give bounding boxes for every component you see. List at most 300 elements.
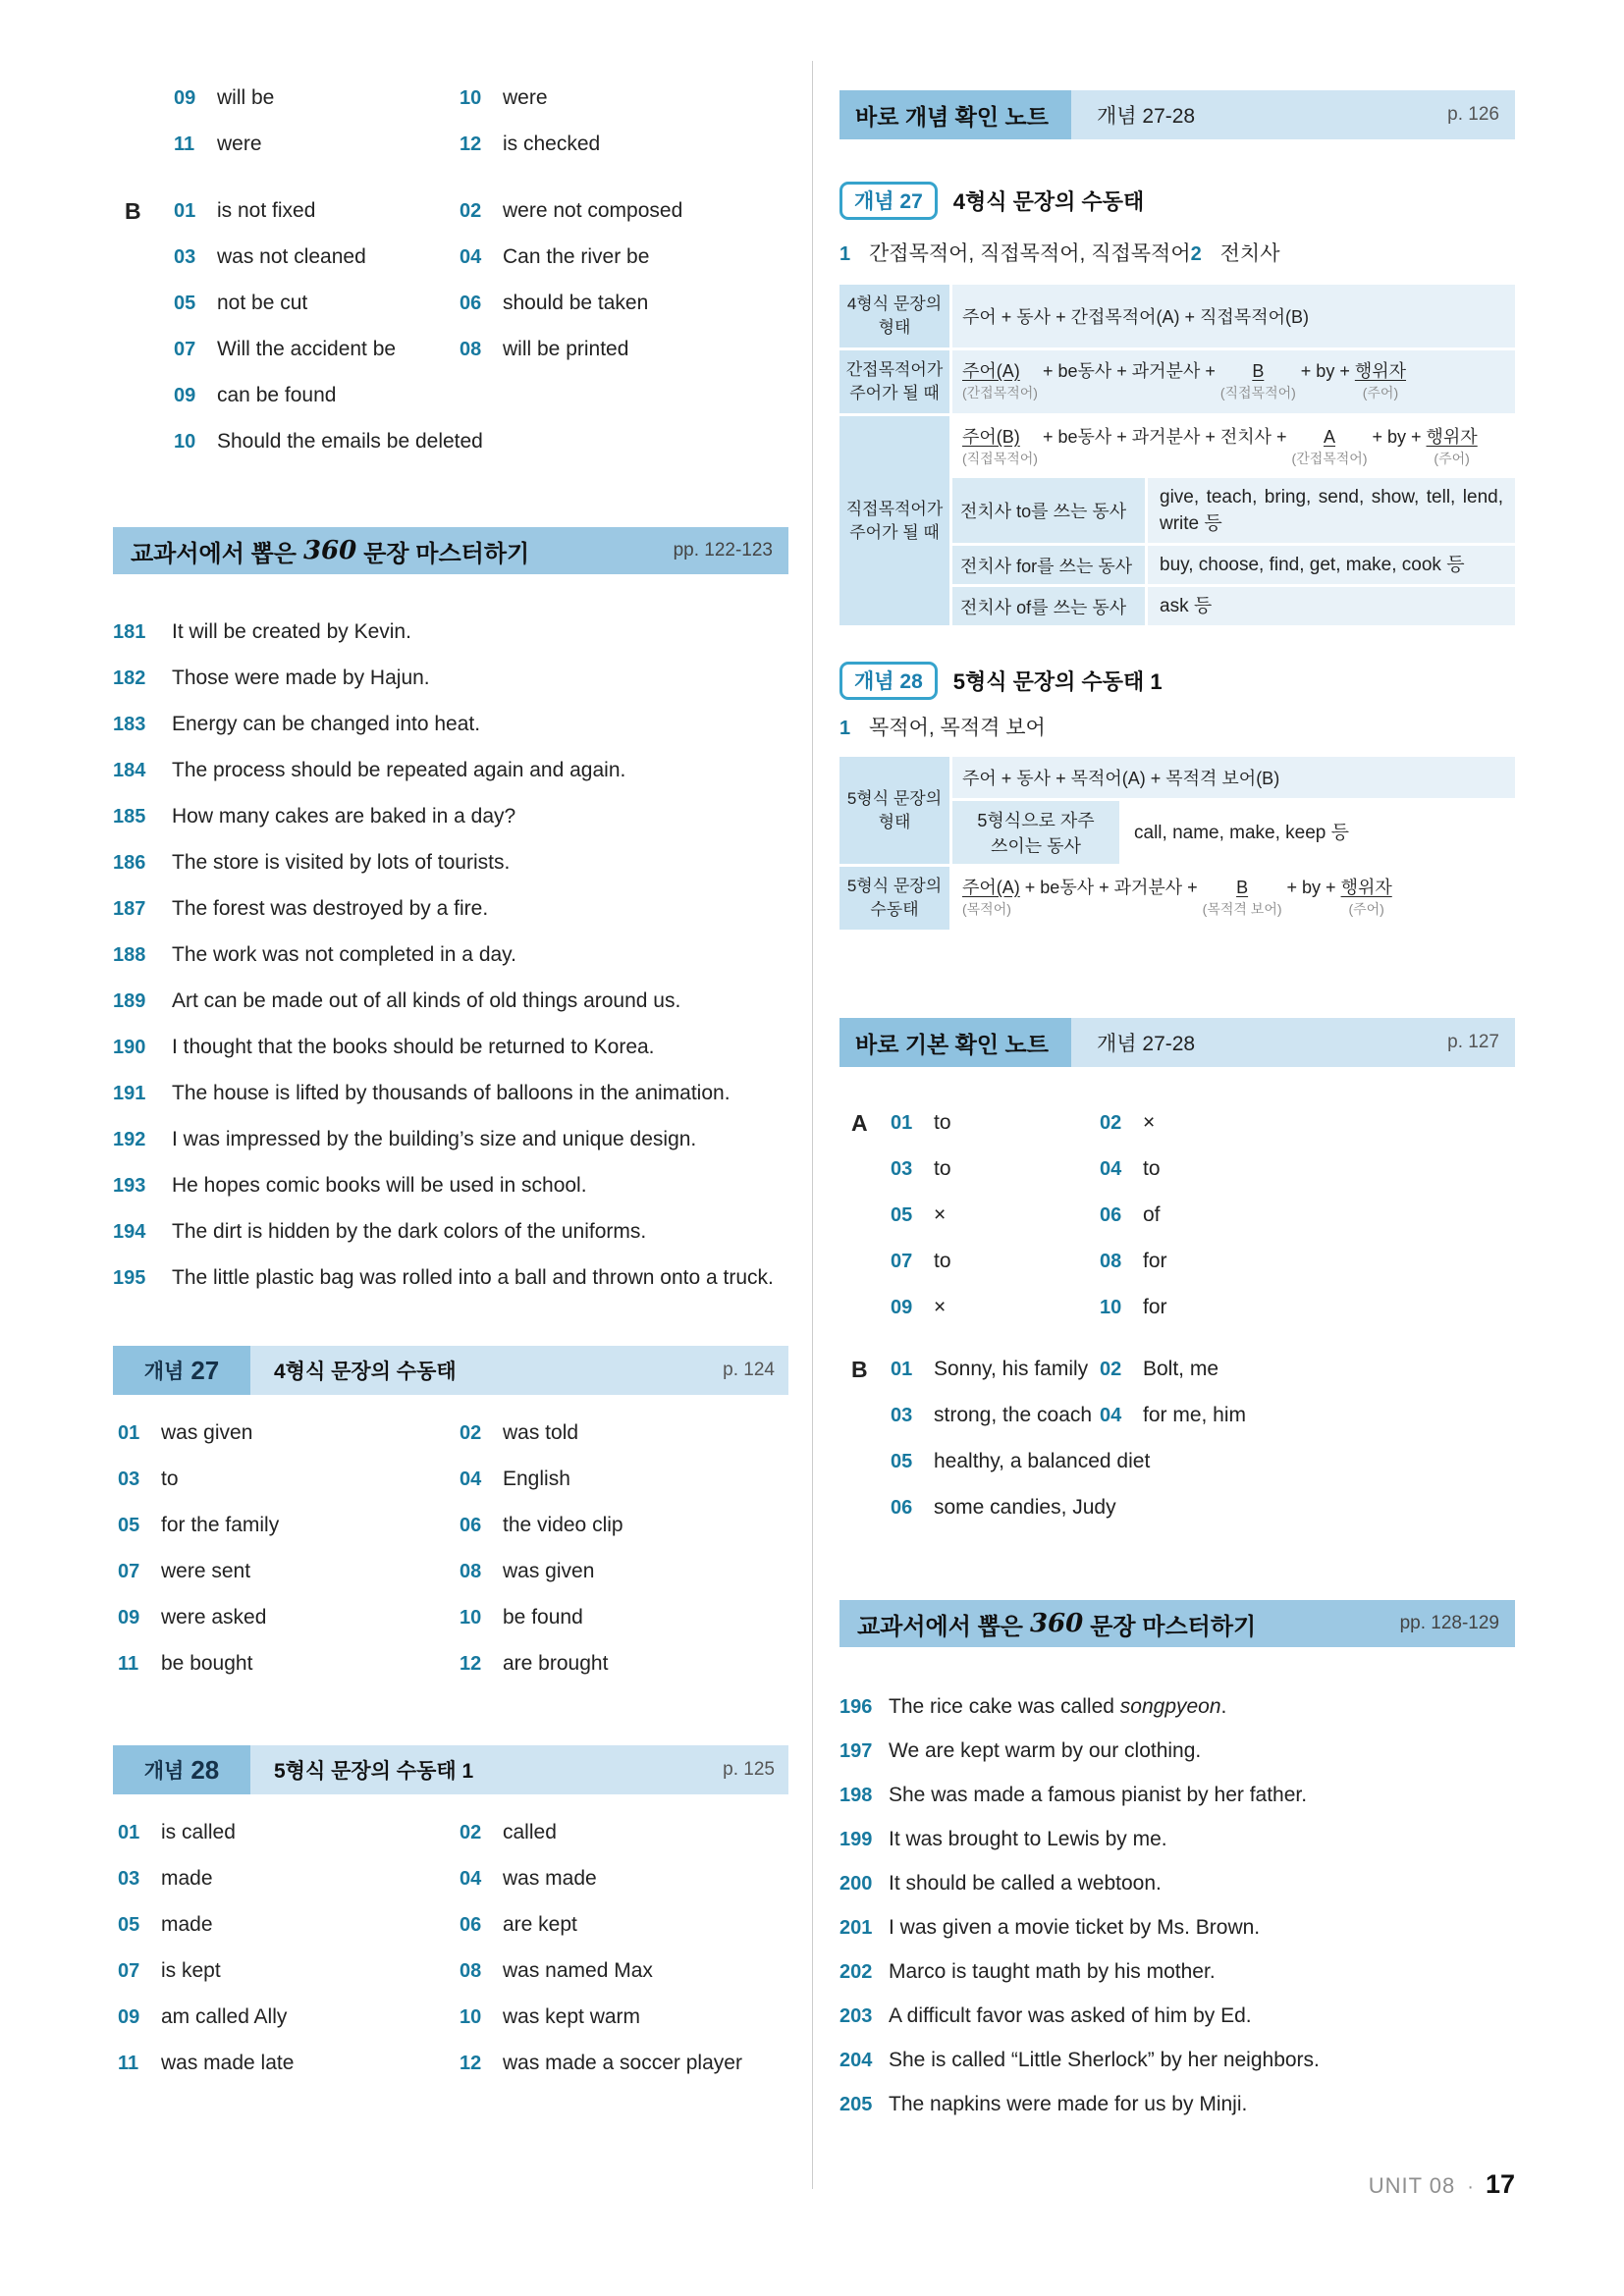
answer-number: 08 [1100,1251,1122,1272]
table-row [839,867,1515,930]
answer-cell [460,427,503,456]
answer-number: 09 [174,385,196,406]
answer-text: called [503,1821,557,1843]
answer-text: for me, him [1143,1404,1247,1426]
basic-check-note-header [839,1018,1515,1067]
sentence-text: The little plastic bag was rolled into a ball and thrown onto a truck. [172,1266,774,1289]
sentence-item [113,1079,788,1108]
sentence-number: 196 [839,1696,873,1718]
formula-token: + be동사 + 과거분사 + [1042,361,1216,381]
sentence-text: She is called “Little Sherlock” by her neighbors. [889,2049,1320,2071]
master-header-title: 문장 마스터하기 [363,540,530,567]
concept27-title: 4형식 문장의 수동태 [952,188,1145,214]
answer-text: is kept [161,1959,221,1982]
sentence-item [113,664,788,693]
answer-row [113,1511,788,1540]
sentence-text: The forest was destroyed by a fire. [172,897,489,920]
table-row [839,350,1515,413]
sentence-item [113,1217,788,1247]
answer-number: 06 [891,1497,913,1519]
answer-number: 07 [174,339,196,360]
concept28-title-band [250,1745,788,1794]
answer-text: was made [503,1867,597,1890]
answer-number: 01 [118,1422,140,1444]
sentence-text: A difficult favor was asked of him by Ed. [889,2004,1252,2027]
answer-list-a-right [891,1108,1515,1339]
sentence-text: It will be created by Kevin. [172,620,411,643]
answer-cell [460,1603,583,1632]
section-label: B [125,198,141,224]
answer-cell [113,1910,460,1940]
answer-text: some candies, Judy [934,1496,1116,1519]
answer-text: Bolt, me [1143,1358,1219,1380]
answer-number: 12 [460,1653,482,1675]
sentence-text: She was made a famous pianist by her father. [889,1784,1308,1806]
answer-list-b-right [891,1355,1515,1539]
answer-number: 1 [839,718,851,739]
sentence-number: 194 [113,1221,146,1243]
sentence-item [113,710,788,739]
sentence-item [113,617,788,647]
answer-row [113,1418,788,1448]
sentence-item [839,1913,1515,1943]
answer-row [164,335,788,364]
sentence-number: 198 [839,1785,873,1806]
table-cell-group [952,757,1515,864]
answer-number: 03 [891,1405,913,1426]
answer-cell [1100,1247,1167,1276]
answer-cell [1100,1154,1161,1184]
footer-page-number: 17 [1485,2169,1515,2199]
sentence-number: 189 [113,990,146,1012]
concept27-badge-row [839,181,1515,220]
answer-cell [113,1818,460,1847]
concept28-table [839,757,1515,930]
answer-number: 06 [460,1515,482,1536]
answer-number: 04 [1100,1158,1122,1180]
sentence-number: 202 [839,1961,873,1983]
answer-number: 05 [891,1451,913,1472]
left-column [113,83,788,2095]
answer-text: to [1143,1157,1161,1180]
answer-cell [113,1603,460,1632]
sentence-text: He hopes comic books will be used in school. [172,1174,587,1197]
answer-cell [460,2049,742,2078]
answer-row [891,1201,1515,1230]
sentence-item [839,1736,1515,1766]
answer-number: 11 [118,1653,139,1675]
answer-number: 04 [1100,1405,1122,1426]
answer-number [1100,1493,1143,1522]
note-header-title: 바로 개념 확인 노트 [839,90,1071,139]
answer-text: to [934,1111,951,1134]
concept27-table [839,285,1515,625]
answer-text: was kept warm [503,2005,641,2028]
verb-row-label: 5형식으로 자주 쓰이는 동사 [952,801,1119,864]
sentence-number: 181 [113,621,146,643]
answer-cell [460,1910,577,1940]
answer-list-b [164,196,788,473]
concept27-title-band [250,1346,788,1395]
answer-text: were [503,86,548,109]
passive-formula [952,350,1515,413]
sentence-number: 204 [839,2050,873,2071]
answer-cell [460,83,548,113]
answer-number: 05 [174,293,196,314]
section-b [113,196,788,473]
answer-number: 10 [460,2006,482,2028]
answer-cell [164,196,460,226]
concept-answer-item [839,240,1191,269]
sentence-list-181-195 [113,617,788,1293]
page-footer [839,2169,1515,2200]
verb-row-verbs: give, teach, bring, send, show, tell, lend, write 등 [1148,478,1515,543]
sentence-item [113,1263,788,1293]
sentence-number: 186 [113,852,146,874]
sentence-item [113,894,788,924]
sentence-number: 205 [839,2094,873,2115]
answer-row [891,1493,1515,1522]
answer-text: will be printed [503,338,629,360]
answer-cell [113,2049,460,2078]
verb-row-label: 전치사 to를 쓰는 동사 [952,478,1145,543]
section-label: B [851,1357,868,1382]
answer-number: 04 [460,1868,482,1890]
verb-row [952,587,1515,625]
answer-cell [1100,1293,1167,1322]
sentence-item [113,940,788,970]
answer-cell [460,1818,557,1847]
answer-text: 간접목적어, 직접목적어, 직접목적어 [869,242,1191,265]
answer-row [113,2002,788,2032]
answer-cell [164,242,460,272]
answer-text: can be found [217,384,337,406]
answer-row [113,1649,788,1679]
master-header-title: 교과서에서 뽑은 [857,1613,1023,1640]
answer-row [113,1910,788,1940]
formula-token: + by + [1300,361,1350,381]
answer-text: was given [161,1421,253,1444]
answer-cell [113,1864,460,1894]
answer-row [891,1355,1515,1384]
footer-unit-label: UNIT 08 [1368,2173,1456,2198]
formula-token: 주어(B) (직접목적어) [962,427,1038,466]
answer-text: the video clip [503,1514,623,1536]
concept-check-note-header [839,90,1515,139]
answer-number: 09 [118,2006,140,2028]
answer-cell [460,335,628,364]
answer-number: 09 [174,87,196,109]
answer-number: 06 [1100,1204,1122,1226]
footer-separator-dot: · [1467,2176,1474,2198]
sentence-item [113,1171,788,1201]
answer-cell [460,242,649,272]
answer-number: 04 [460,1468,482,1490]
answer-text: is called [161,1821,236,1843]
answer-cell [891,1355,1100,1384]
answer-cell [164,130,460,159]
answer-row [891,1447,1515,1476]
sentence-number: 183 [113,714,146,735]
sentence-number: 185 [113,806,146,828]
answer-cell [1100,1447,1143,1476]
master-header-title: 문장 마스터하기 [1090,1613,1257,1640]
concept27-answers [839,240,1515,269]
verb-row [952,801,1515,864]
sentence-text: How many cakes are baked in a day? [172,805,516,828]
answer-number [460,381,503,410]
sentence-text: Marco is taught math by his mother. [889,1960,1216,1983]
answer-cell [113,1465,460,1494]
answer-number: 02 [1100,1112,1122,1134]
answer-cell [113,1956,460,1986]
sentence-text: The house is lifted by thousands of balloons in the animation. [172,1082,731,1104]
answer-number: 09 [118,1607,140,1629]
answer-number: 2 [1190,243,1202,265]
answer-row [164,427,788,456]
master-header-title: 교과서에서 뽑은 [131,540,297,567]
sentence-text: The rice cake was called songpyeon. [889,1695,1227,1718]
answer-cell [460,2002,640,2032]
answer-number: 02 [1100,1359,1122,1380]
answer-text: × [1143,1111,1156,1134]
sentence-text: I was given a movie ticket by Ms. Brown. [889,1916,1261,1939]
answer-text: was given [503,1560,595,1582]
sentence-number: 187 [113,898,146,920]
answer-text: is not fixed [217,199,316,222]
concept28-answers [839,714,1515,743]
answer-row [891,1293,1515,1322]
formula-token: 행위자 (주어) [1340,878,1392,917]
sentence-text: The work was not completed in a day. [172,943,516,966]
answer-cell [460,1465,570,1494]
answer-text: healthy, a balanced diet [934,1450,1151,1472]
sentence-number: 192 [113,1129,146,1150]
sentence-text: Those were made by Hajun. [172,667,430,689]
answer-number: 10 [460,87,482,109]
answer-row [164,130,788,159]
answer-text: were sent [161,1560,251,1582]
answer-cell [460,289,648,318]
answer-cell [1100,1108,1155,1138]
answer-text: were [217,133,262,155]
answer-number: 11 [118,2053,139,2074]
answer-number: 12 [460,133,482,155]
table-row [839,285,1515,347]
answer-number: 07 [891,1251,913,1272]
answer-list-a-continued [164,83,788,176]
answer-cell [1100,1355,1218,1384]
answer-text: × [934,1203,947,1226]
answer-cell [113,1557,460,1586]
sentence-text: The store is visited by lots of tourists. [172,851,511,874]
formula-token: + be동사 + 과거분사 + 전치사 + [1042,427,1287,447]
answer-number: 08 [460,1960,482,1982]
sentence-text: I thought that the books should be returned to Korea. [172,1036,655,1058]
answer-text: was not cleaned [217,245,366,268]
master-sentences-header-left [113,527,788,574]
answer-number: 08 [460,1561,482,1582]
sentence-number: 182 [113,667,146,689]
answer-number: 06 [460,293,482,314]
answer-cell [113,2002,460,2032]
answer-text: is checked [503,133,601,155]
answer-text: Should the emails be deleted [217,430,483,453]
answer-number: 08 [460,339,482,360]
passive-formula [952,867,1515,930]
answer-row [164,242,788,272]
answer-cell [164,289,460,318]
table-cell: 주어 + 동사 + 간접목적어(A) + 직접목적어(B) [952,285,1515,347]
answer-cell [1100,1401,1246,1430]
answer-number: 07 [118,1960,140,1982]
note-header-title: 바로 기본 확인 노트 [839,1018,1071,1067]
note-header-page: p. 126 [1447,104,1499,125]
answer-text: for [1143,1250,1167,1272]
answer-row [113,1864,788,1894]
answer-text: were not composed [503,199,683,222]
answer-cell [460,130,600,159]
answer-row [164,83,788,113]
answer-number: 11 [174,133,195,155]
sentence-item [839,1781,1515,1810]
concept27-label-box [113,1346,250,1395]
sentence-text: The dirt is hidden by the dark colors of the uniforms. [172,1220,647,1243]
master-header-360: 360 [302,536,357,565]
section-label: A [851,1110,868,1136]
answer-text: strong, the coach [934,1404,1093,1426]
sentence-text: We are kept warm by our clothing. [889,1739,1202,1762]
answer-row [113,1603,788,1632]
sentence-text: It should be called a webtoon. [889,1872,1162,1895]
answer-text: made [161,1867,213,1890]
answer-text: 목적어, 목적격 보어 [869,717,1046,739]
verb-row-verbs: call, name, make, keep 등 [1122,801,1515,864]
concept28-badge: 개념 28 [839,662,938,700]
sentence-item [839,1957,1515,1987]
sentence-item [839,2090,1515,2119]
answer-cell [1100,1493,1143,1522]
note-header-concepts: 개념 27-28 [1097,1033,1196,1055]
sentence-number: 191 [113,1083,146,1104]
sentence-list-196-205 [839,1692,1515,2119]
section-label-empty [113,83,164,176]
concept27-badge: 개념 27 [839,182,938,220]
answer-text: to [934,1157,951,1180]
sentence-item [113,802,788,831]
master-sentences-header-right [839,1600,1515,1647]
concept27-page-ref: p. 124 [723,1360,775,1380]
answer-cell [891,1401,1100,1430]
section-a-continued [113,83,788,176]
sentence-text: The napkins were made for us by Minji. [889,2093,1248,2115]
answer-number: 12 [460,2053,482,2074]
concept27-answer-list [113,1418,788,1679]
table-header-cell: 5형식 문장의 수동태 [839,867,949,930]
concept-label-number: 28 [190,1754,220,1785]
answer-cell [891,1493,1116,1522]
answer-text: of [1143,1203,1161,1226]
answer-cell [891,1108,1100,1138]
formula-token: B (목적격 보어) [1202,878,1282,917]
answer-number: 05 [118,1515,140,1536]
answer-text: were asked [161,1606,267,1629]
sentence-number: 203 [839,2005,873,2027]
answer-cell [891,1154,1100,1184]
formula-token: 주어(A) (간접목적어) [962,361,1038,400]
answer-cell [891,1293,1100,1322]
answer-cell [891,1201,1100,1230]
answer-cell [460,1557,594,1586]
answer-number: 02 [460,200,482,222]
sentence-number: 188 [113,944,146,966]
answer-text: was told [503,1421,579,1444]
formula-token: 주어(A) (목적어) [962,878,1020,917]
sentence-text: Art can be made out of all kinds of old things around us. [172,989,681,1012]
answer-number: 02 [460,1422,482,1444]
concept-label-number: 27 [190,1355,220,1385]
sentence-item [839,1692,1515,1722]
master-header-pages: pp. 128-129 [1399,1613,1499,1633]
concept28-answer-list [113,1818,788,2078]
answer-number: 02 [460,1822,482,1843]
answer-number: 07 [118,1561,140,1582]
answer-text: am called Ally [161,2005,288,2028]
concept-answer-item [839,714,1046,743]
answer-row [891,1108,1515,1138]
concept28-header-left [113,1745,788,1794]
answer-number [460,427,503,456]
answer-number: 05 [118,1914,140,1936]
answer-number: 05 [891,1204,913,1226]
answer-number: 10 [460,1607,482,1629]
verb-row [952,546,1515,584]
sentence-item [839,1869,1515,1898]
formula-token: B (직접목적어) [1219,361,1296,400]
answer-cell [113,1511,460,1540]
right-column [839,90,1515,2134]
sentence-text: The process should be repeated again and again. [172,759,626,781]
answer-cell [460,1956,653,1986]
sentence-number: 197 [839,1740,873,1762]
answer-text: was made late [161,2052,295,2074]
concept28-title: 5형식 문장의 수동태 1 [274,1760,474,1783]
verb-row [952,478,1515,543]
answer-text: not be cut [217,292,308,314]
passive-formula [952,416,1515,475]
answer-number: 04 [460,246,482,268]
answer-number: 10 [1100,1297,1122,1318]
sentence-item [839,2002,1515,2031]
answer-text: English [503,1468,570,1490]
verb-row-label: 전치사 of를 쓰는 동사 [952,587,1145,625]
master-header-360: 360 [1029,1609,1084,1638]
table-row [839,416,1515,625]
answer-number: 01 [174,200,196,222]
answer-number: 03 [118,1868,140,1890]
sentence-text: It was brought to Lewis by me. [889,1828,1167,1850]
sentence-number: 199 [839,1829,873,1850]
answer-cell [1100,1201,1161,1230]
preposition-verb-rows [952,478,1515,625]
answer-number: 03 [891,1158,913,1180]
verb-row-verbs: buy, choose, find, get, make, cook 등 [1148,546,1515,584]
answer-number: 01 [891,1112,913,1134]
answer-cell [113,1649,460,1679]
answer-text: for [1143,1296,1167,1318]
concept-label-text: 개념 [143,1760,185,1783]
answer-cell [164,83,460,113]
